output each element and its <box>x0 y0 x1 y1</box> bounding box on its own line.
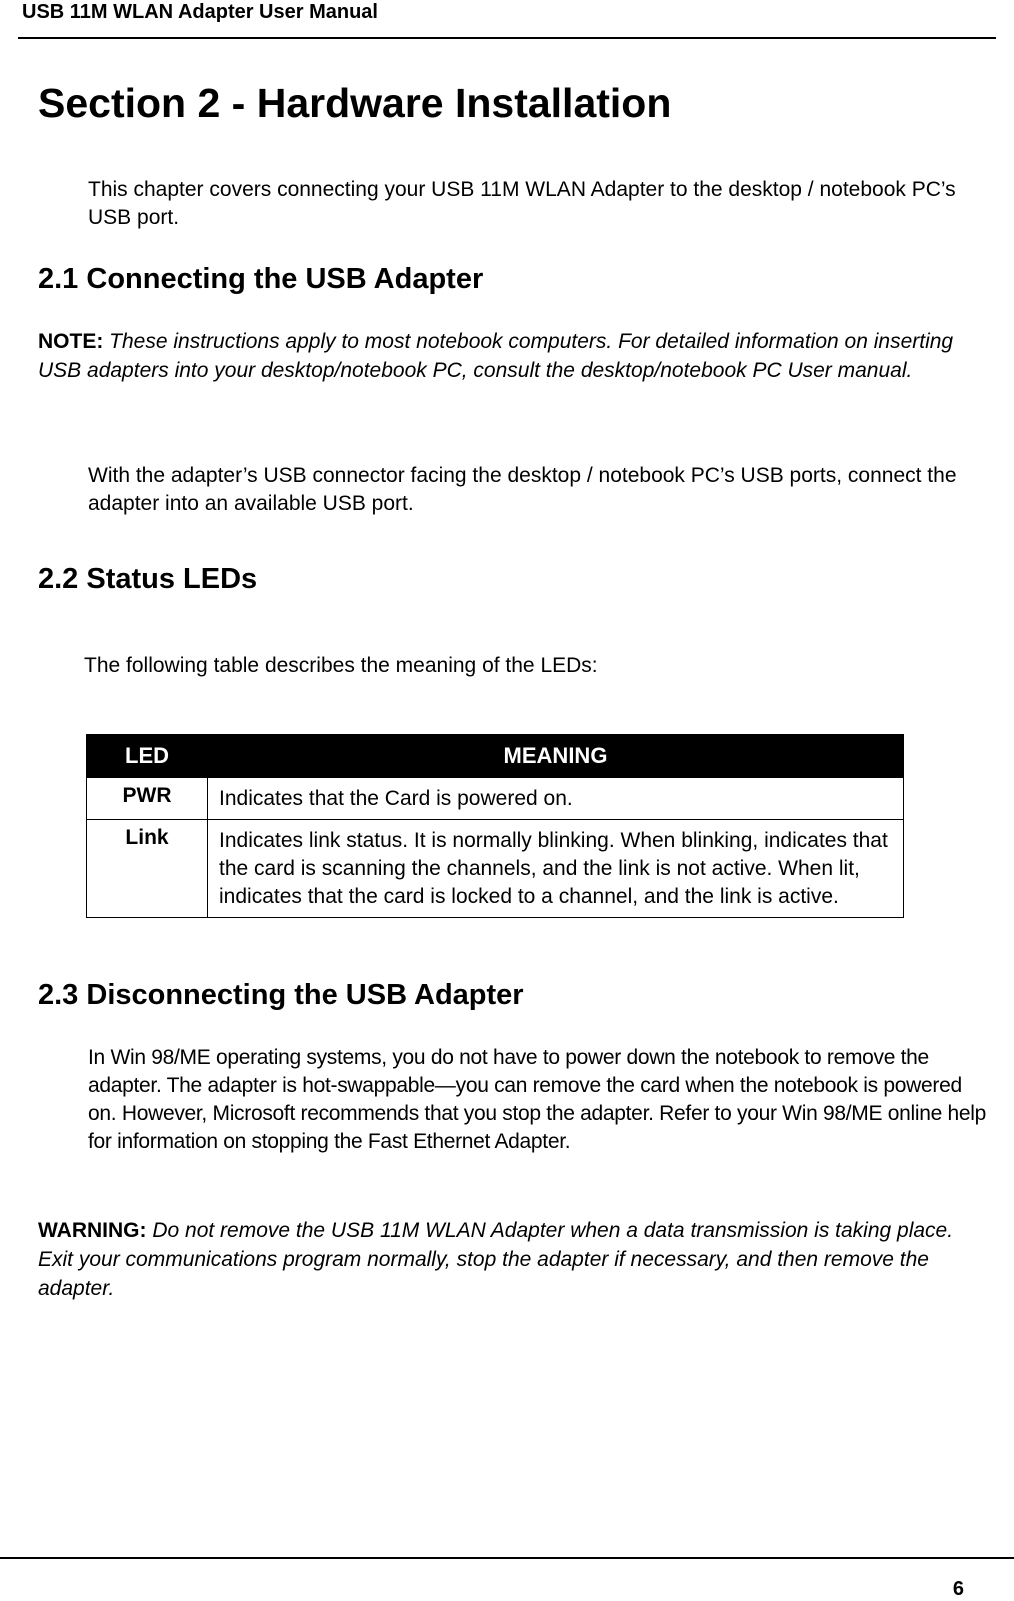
heading-2-3: 2.3 Disconnecting the USB Adapter <box>38 979 524 1011</box>
note-text: These instructions apply to most notebook computers. For detailed information on inserting USB adapters into your desktop/notebook PC, consult the desktop/notebook PC User manual. <box>38 330 954 382</box>
col-header-led: LED <box>87 735 208 778</box>
warning-text: Do not remove the USB 11M WLAN Adapter when a data transmission is taking place. Exit your communications program normally, stop the adapter if necessary, and then remove the adapter. <box>38 1219 954 1300</box>
disconnect-paragraph: In Win 98/ME operating systems, you do not have to power down the notebook to remove the adapter. The adapter is hot-swappable—you can remove the card when the notebook is powered on. However, Microsoft recommends that you stop the adapter. Refer to your Win 98/ME online help for information on stopping the Fast Ethernet Adapter. <box>88 1046 987 1153</box>
note-paragraph <box>38 327 988 385</box>
note-label: NOTE: <box>38 330 104 353</box>
table-header-row <box>87 735 904 778</box>
warning-paragraph <box>38 1216 988 1303</box>
table-row <box>87 820 904 918</box>
heading-2-1: 2.1 Connecting the USB Adapter <box>38 263 484 295</box>
led-name: PWR <box>87 778 208 820</box>
footer-rule <box>0 1557 1014 1559</box>
leds-intro: The following table describes the meaning of the LEDs: <box>84 654 598 677</box>
led-name: Link <box>87 820 208 918</box>
running-header: USB 11M WLAN Adapter User Manual <box>22 1 378 23</box>
heading-2-2: 2.2 Status LEDs <box>38 563 258 595</box>
intro-paragraph: This chapter covers connecting your USB 11M WLAN Adapter to the desktop / notebook PC’s USB port. <box>88 178 956 229</box>
led-meaning: Indicates that the Card is powered on. <box>208 778 904 820</box>
connect-paragraph: With the adapter’s USB connector facing the desktop / notebook PC’s USB ports, connect the adapter into an available USB port. <box>88 464 957 515</box>
table-row <box>87 778 904 820</box>
page-number: 6 <box>952 1578 964 1600</box>
warning-label: WARNING: <box>38 1219 147 1242</box>
led-meaning: Indicates link status. It is normally blinking. When blinking, indicates that the card is scanning the channels, and the link is not active. When lit, indicates that the card is locked to a channel, and the link is active. <box>208 820 904 918</box>
section-title: Section 2 - Hardware Installation <box>38 80 672 126</box>
header-rule <box>18 37 996 39</box>
led-table <box>86 734 904 918</box>
col-header-meaning: MEANING <box>208 735 904 778</box>
